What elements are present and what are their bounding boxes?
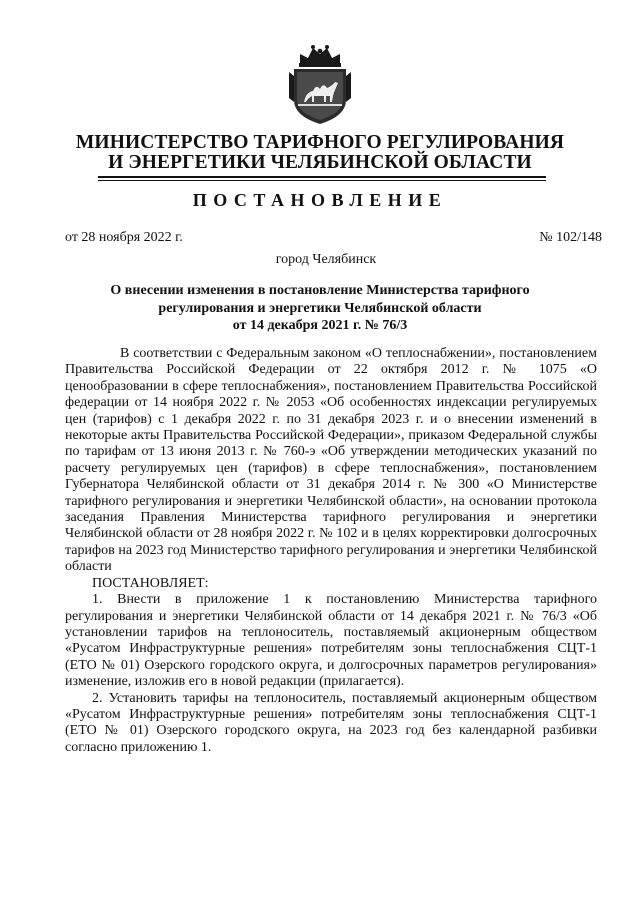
header-divider-thin	[98, 180, 546, 181]
subject-line-1: О внесении изменения в постановление Министерства тарифного	[110, 283, 530, 298]
document-subject	[90, 282, 550, 335]
document-date: от 28 ноября 2022 г.	[65, 230, 183, 245]
document-body	[65, 346, 597, 756]
item-1-paragraph: 1. Внести в приложение 1 к постановлению Министерства тарифного регулирования и энергетики Челябинской области от 14 декабря 2021 г. № 76/3 «Об установлении тарифов на теплоноситель, поставляемый акционерным обществом «Русатом Инфраструктурные решения» потребителям зоны теплоснабжения СЦТ-1 (ЕТО № 01) Озерского городского округа, и долгосрочных параметров регулирования» изменение, изложив его в новой редакции (прилагается).	[65, 592, 597, 690]
chelyabinsk-coat-of-arms-icon	[286, 42, 354, 126]
document-city: город Челябинск	[275, 252, 377, 267]
item-2-paragraph: 2. Установить тарифы на теплоноситель, поставляемый акционерным обществом «Русатом Инфраструктурные решения» потребителям зоны теплоснабжения СЦТ-1 (ЕТО № 01) Озерского городского округа, на 2023 год без календарной разбивки согласно приложению 1.	[65, 690, 597, 755]
ministry-line-2: И ЭНЕРГЕТИКИ ЧЕЛЯБИНСКОЙ ОБЛАСТИ	[108, 152, 532, 173]
document-type-title: ПОСТАНОВЛЕНИЕ	[192, 190, 448, 210]
subject-line-3: от 14 декабря 2021 г. № 76/3	[232, 318, 408, 333]
document-number: № 102/148	[539, 230, 602, 245]
header-divider-thick	[98, 176, 546, 178]
resolves-heading: ПОСТАНОВЛЯЕТ:	[92, 575, 209, 591]
ministry-name	[0, 133, 640, 173]
preamble-paragraph: В соответствии с Федеральным законом «О теплоснабжении», постановлением Правительства Российской Федерации от 22 октября 2012 г. № 1075 «О ценообразовании в сфере теплоснабжения», постановлением Правительства Российской федерации от 14 ноября 2022 г. № 2053 «Об особенностях индексации регулируемых цен (тарифов) с 1 декабря 2022 г. по 31 декабря 2023 г. и о внесении изменений в некоторые акты Правительства Российской Федерации», приказом Федеральной службы по тарифам от 13 июня 2013 г. № 760-э «Об утверждении методических указаний по расчету регулируемых цен (тарифов) в сфере теплоснабжения», постановлением Губернатора Челябинской области от 31 декабря 2014 г. № 300 «О Министерстве тарифного регулирования и энергетики Челябинской области», на основании протокола заседания Правления Министерства тарифного регулирования и энергетики Челябинской области от 28 ноября 2022 г. № 102 и в целях корректировки долгосрочных тарифов на 2023 год Министерство тарифного регулирования и энергетики Челябинской области	[65, 346, 597, 575]
subject-line-2: регулирования и энергетики Челябинской области	[158, 300, 482, 316]
ministry-line-1: МИНИСТЕРСТВО ТАРИФНОГО РЕГУЛИРОВАНИЯ	[75, 132, 565, 153]
